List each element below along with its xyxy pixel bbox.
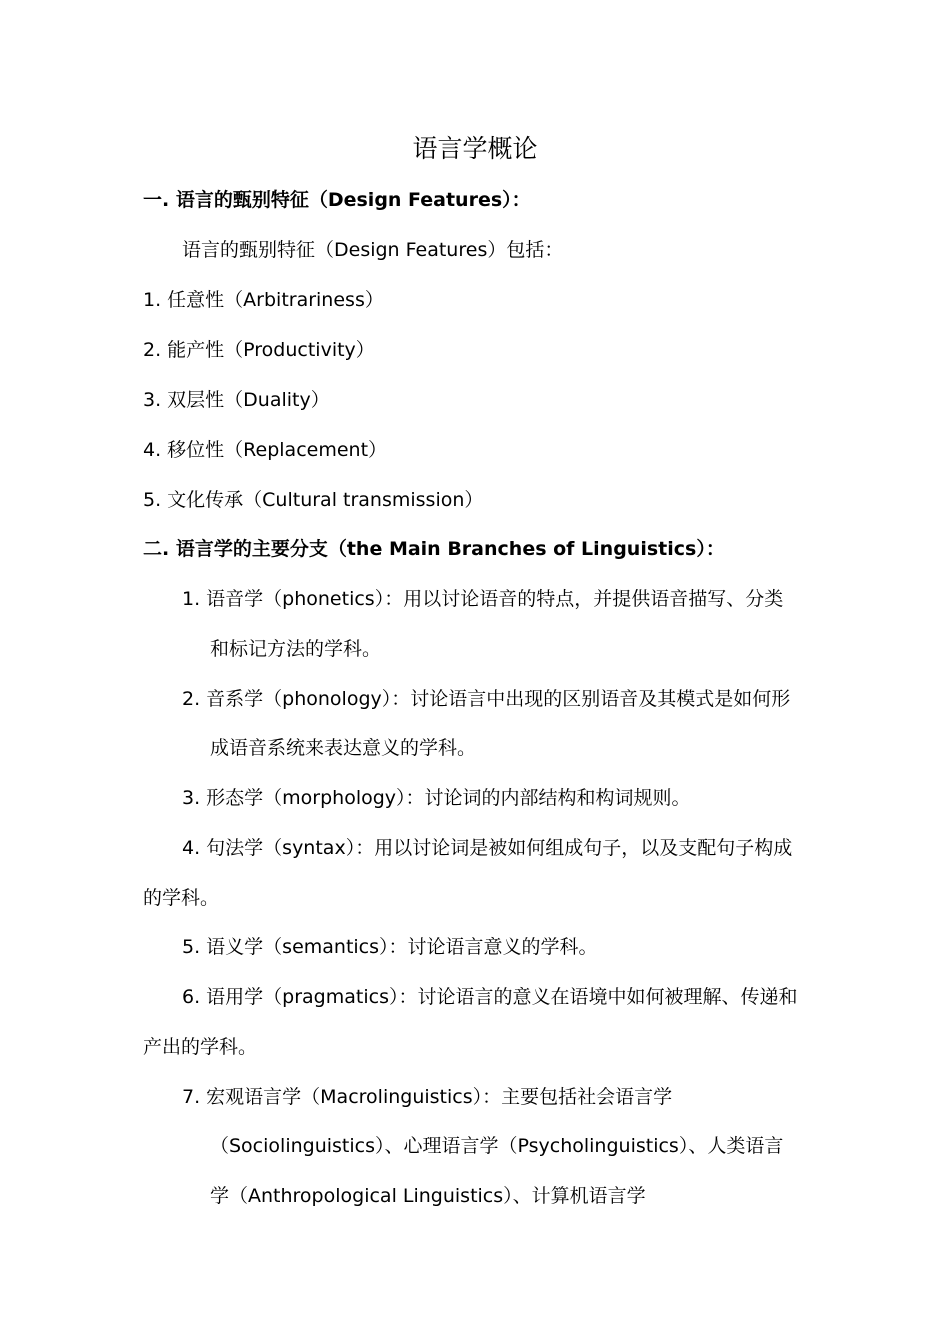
branch-line: 2. 音系学（phonology）：讨论语言中出现的区别语音及其模式是如何形 bbox=[182, 688, 791, 710]
branch-line: 产出的学科。 bbox=[143, 1036, 258, 1058]
section1-heading: 一. 语言的甄别特征（Design Features）： bbox=[143, 189, 531, 211]
branch-line: 成语音系统来表达意义的学科。 bbox=[210, 737, 477, 759]
section1-intro: 语言的甄别特征（Design Features）包括： bbox=[182, 239, 564, 261]
feature-item: 5. 文化传承（Cultural transmission） bbox=[143, 489, 484, 511]
branch-line: 5. 语义学（semantics）：讨论语言意义的学科。 bbox=[182, 936, 598, 958]
document-title: 语言学概论 bbox=[412, 134, 538, 163]
section2-heading: 二. 语言学的主要分支（the Main Branches of Linguistics）： bbox=[143, 538, 725, 560]
branch-line: 学（Anthropological Linguistics）、计算机语言学 bbox=[210, 1185, 646, 1207]
branch-line: 4. 句法学（syntax）：用以讨论词是被如何组成句子，以及支配句子构成 bbox=[182, 837, 793, 859]
feature-item: 1. 任意性（Arbitrariness） bbox=[143, 289, 384, 311]
branch-line: 7. 宏观语言学（Macrolinguistics）：主要包括社会语言学 bbox=[182, 1086, 673, 1108]
branch-line: 的学科。 bbox=[143, 887, 220, 909]
branch-line: 6. 语用学（pragmatics）：讨论语言的意义在语境中如何被理解、传递和 bbox=[182, 986, 798, 1008]
feature-item: 3. 双层性（Duality） bbox=[143, 389, 330, 411]
feature-item: 4. 移位性（Replacement） bbox=[143, 439, 388, 461]
branch-line: （Sociolinguistics）、心理语言学（Psycholinguistics）、人类语言 bbox=[210, 1135, 784, 1157]
branch-line: 和标记方法的学科。 bbox=[210, 638, 382, 660]
feature-item: 2. 能产性（Productivity） bbox=[143, 339, 375, 361]
branch-line: 1. 语音学（phonetics）：用以讨论语音的特点，并提供语音描写、分类 bbox=[182, 588, 784, 610]
branch-line: 3. 形态学（morphology）：讨论词的内部结构和构词规则。 bbox=[182, 787, 691, 809]
